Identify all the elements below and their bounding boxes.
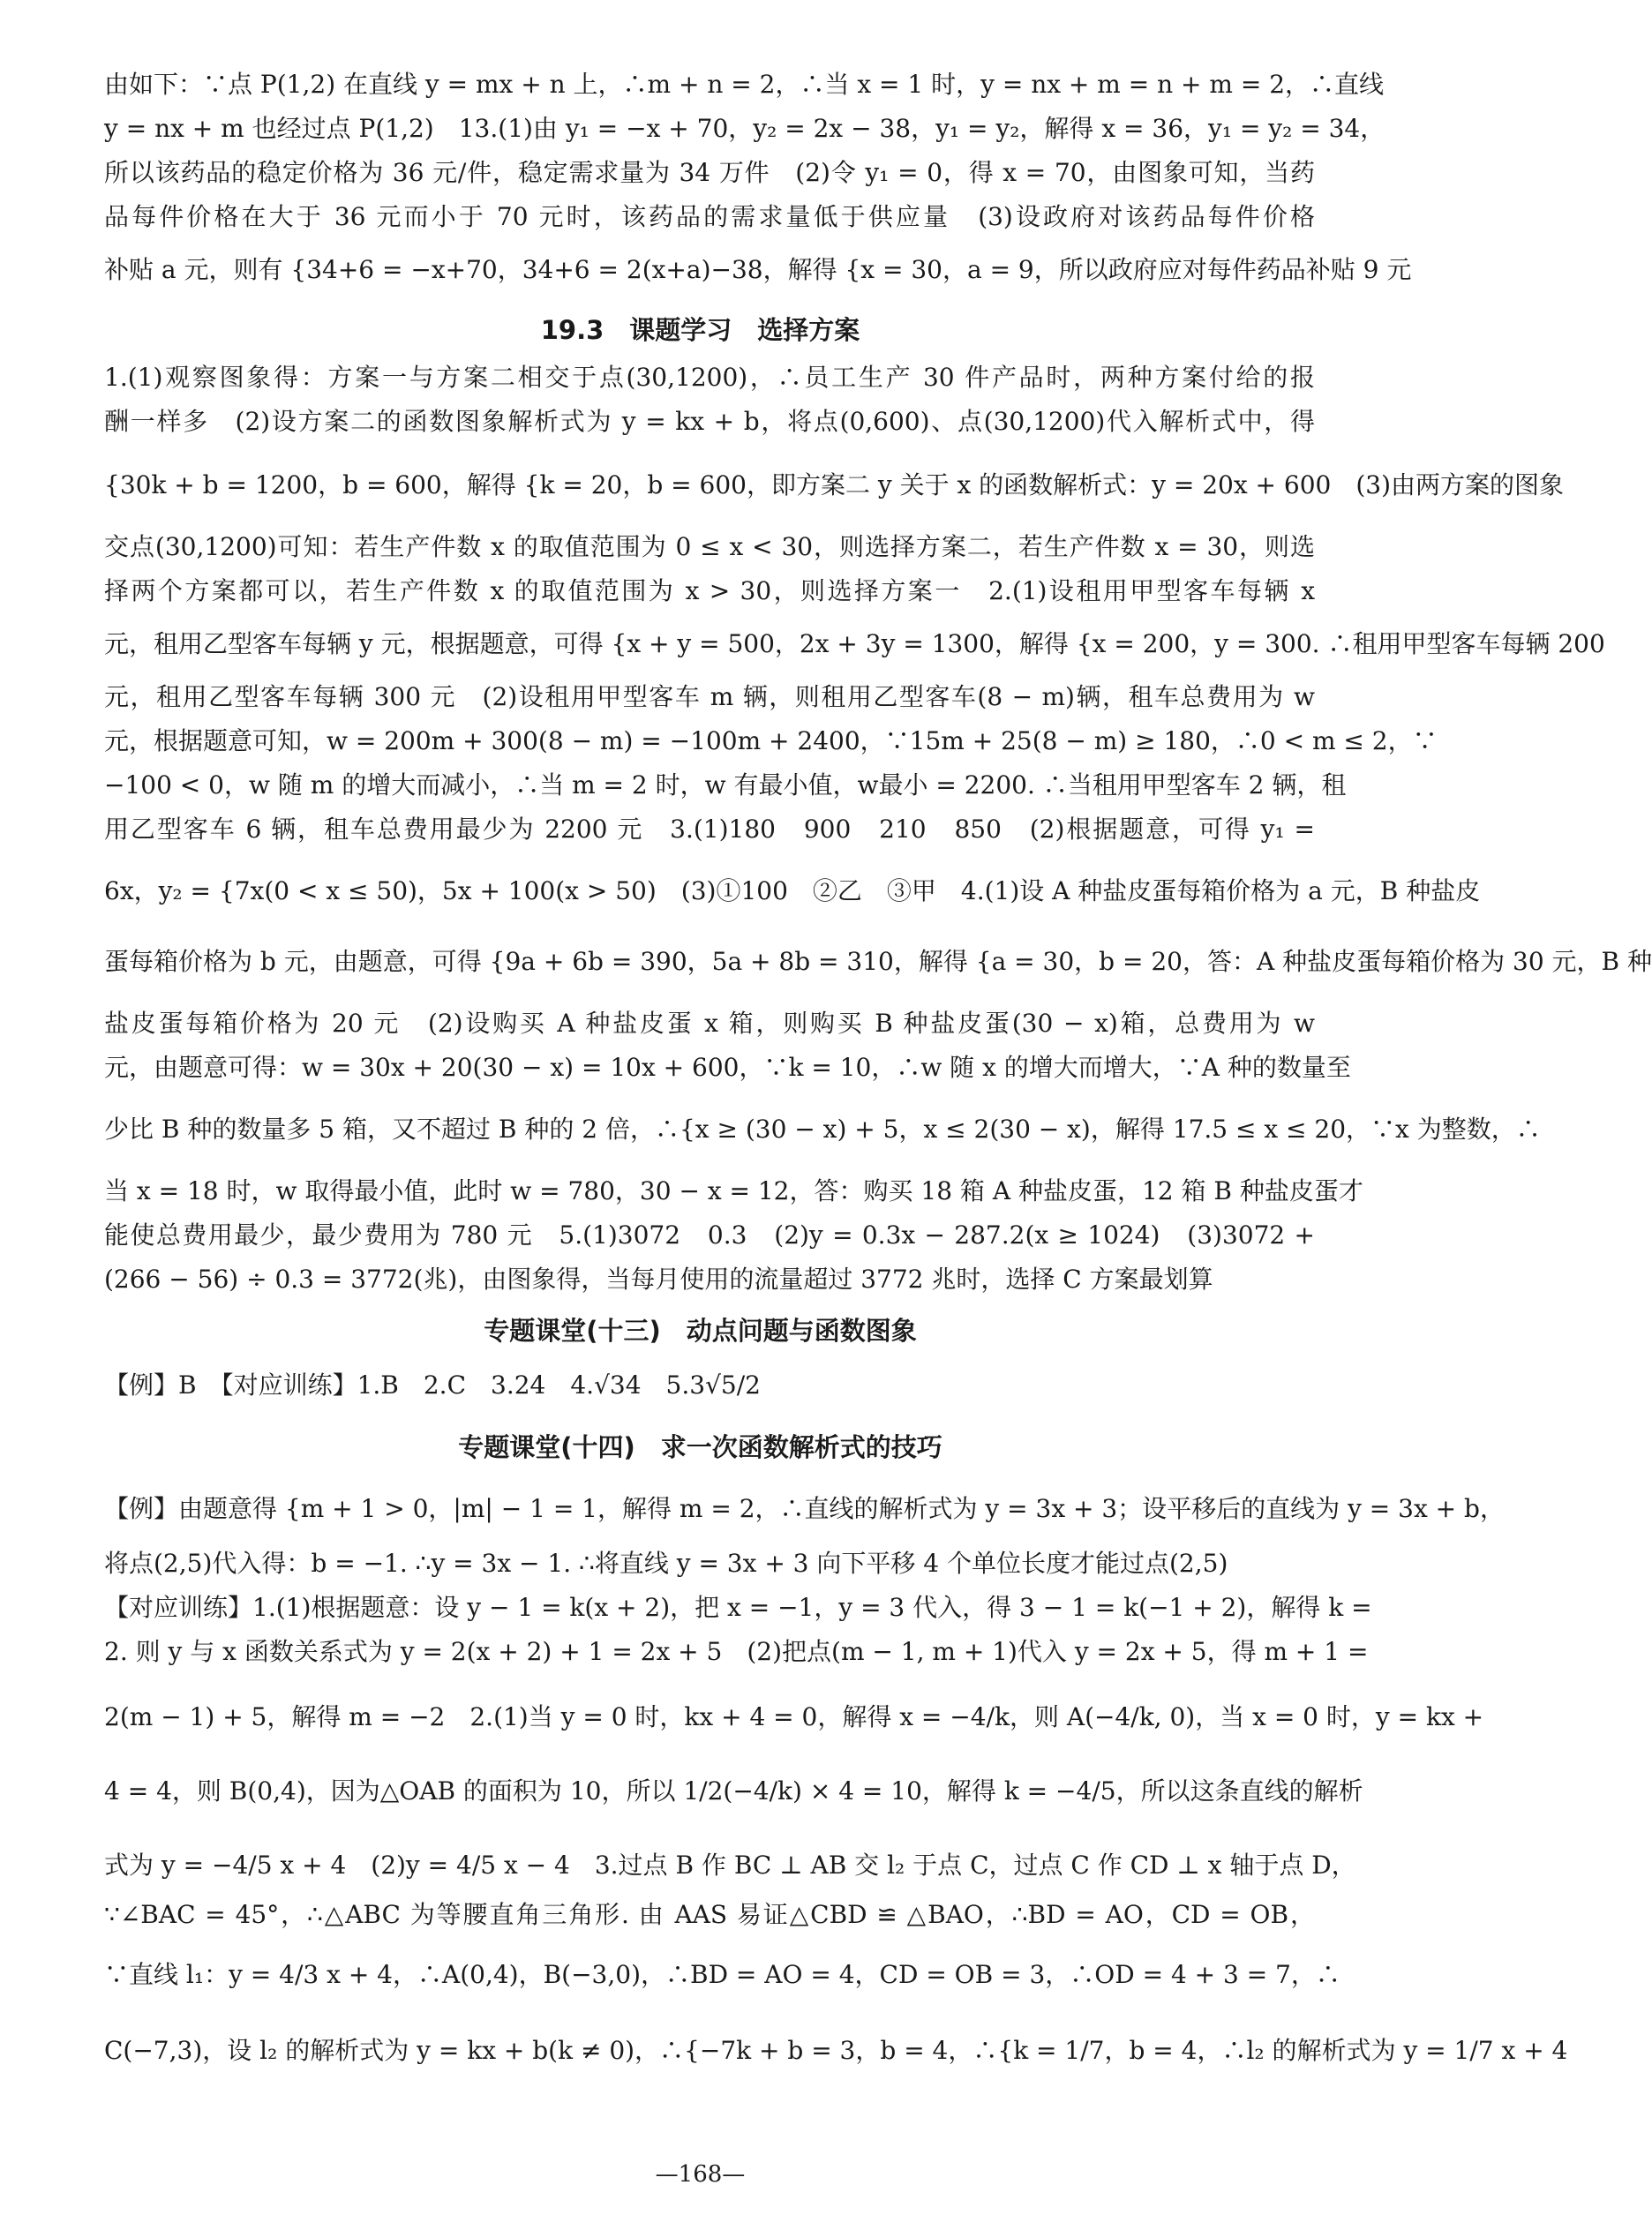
text-line: −100 < 0，w 随 m 的增大而减小，∴当 m = 2 时，w 有最小值，w最小 = 2200. ∴当租用甲型客车 2 辆，租	[104, 770, 1347, 800]
section-heading: 专题课堂(十四) 求一次函数解析式的技巧	[458, 1432, 942, 1462]
page-number: —168—	[655, 2161, 746, 2188]
text-line: 择两个方案都可以，若生产件数 x 的取值范围为 x > 30，则选择方案一 2.(1)设租用甲型客车每辆 x	[104, 576, 1315, 605]
text-line: 酬一样多 (2)设方案二的函数图象解析式为 y = kx + b，将点(0,600)、点(30,1200)代入解析式中，得	[104, 407, 1315, 436]
text-line: 【例】B 【对应训练】1.B 2.C 3.24 4.√34 5.3√5/2	[104, 1370, 761, 1400]
text-line: 6x，y₂ = {7x(0 < x ≤ 50)，5x + 100(x > 50) (3)①100 ②乙 ③甲 4.(1)设 A 种盐皮蛋每箱价格为 a 元，B 种盐皮	[104, 876, 1481, 905]
text-line: {30k + b = 1200，b = 600，解得 {k = 20，b = 600，即方案二 y 关于 x 的函数解析式：y = 20x + 600 (3)由两方案的图象	[104, 470, 1565, 499]
text-line: 【对应训练】1.(1)根据题意：设 y − 1 = k(x + 2)，把 x = −1，y = 3 代入，得 3 − 1 = k(−1 + 2)，解得 k =	[104, 1593, 1372, 1622]
text-line: 2(m − 1) + 5，解得 m = −2 2.(1)当 y = 0 时，kx + 4 = 0，解得 x = −4/k，则 A(−4/k, 0)，当 x = 0 时，y = kx +	[104, 1702, 1484, 1731]
text-line: 当 x = 18 时，w 取得最小值，此时 w = 780，30 − x = 12，答：购买 18 箱 A 种盐皮蛋，12 箱 B 种盐皮蛋才	[104, 1176, 1363, 1205]
text-line: 品每件价格在大于 36 元而小于 70 元时，该药品的需求量低于供应量 (3)设政府对该药品每件价格	[104, 202, 1315, 231]
text-line: 蛋每箱价格为 b 元，由题意，可得 {9a + 6b = 390，5a + 8b = 310，解得 {a = 30，b = 20，答：A 种盐皮蛋每箱价格为 30 元，B 种	[104, 947, 1652, 976]
text-line: 元，租用乙型客车每辆 300 元 (2)设租用甲型客车 m 辆，则租用乙型客车(8 − m)辆，租车总费用为 w	[104, 682, 1315, 711]
text-line: 【例】由题意得 {m + 1 > 0，|m| − 1 = 1，解得 m = 2，∴直线的解析式为 y = 3x + 3；设平移后的直线为 y = 3x + b，	[104, 1494, 1505, 1523]
text-line: 元，根据题意可知，w = 200m + 300(8 − m) = −100m + 2400，∵15m + 25(8 − m) ≥ 180，∴0 < m ≤ 2，∵	[104, 726, 1438, 755]
text-line: 盐皮蛋每箱价格为 20 元 (2)设购买 A 种盐皮蛋 x 箱，则购买 B 种盐皮蛋(30 − x)箱，总费用为 w	[104, 1009, 1315, 1038]
section-heading: 专题课堂(十三) 动点问题与函数图象	[484, 1316, 917, 1346]
text-line: 元，租用乙型客车每辆 y 元，根据题意，可得 {x + y = 500，2x + 3y = 1300，解得 {x = 200，y = 300. ∴租用甲型客车每辆 200	[104, 629, 1605, 658]
text-line: ∵直线 l₁：y = 4/3 x + 4，∴A(0,4)，B(−3,0)，∴BD = AO = 4，CD = OB = 3，∴OD = 4 + 3 = 7，∴	[104, 1960, 1340, 1989]
text-line: 元，由题意可得：w = 30x + 20(30 − x) = 10x + 600，∵k = 10，∴w 随 x 的增大而增大，∵A 种的数量至	[104, 1053, 1351, 1082]
text-line: ∵∠BAC = 45°，∴△ABC 为等腰直角三角形. 由 AAS 易证△CBD ≌ △BAO，∴BD = AO，CD = OB，	[104, 1900, 1315, 1929]
text-line: y = nx + m 也经过点 P(1,2) 13.(1)由 y₁ = −x + 70，y₂ = 2x − 38，y₁ = y₂，解得 x = 36，y₁ = y₂ = 34，	[104, 114, 1385, 143]
text-line: 式为 y = −4/5 x + 4 (2)y = 4/5 x − 4 3.过点 B 作 BC ⊥ AB 交 l₂ 于点 C，过点 C 作 CD ⊥ x 轴于点 D，	[104, 1851, 1356, 1880]
text-line: 交点(30,1200)可知：若生产件数 x 的取值范围为 0 ≤ x < 30，则选择方案二，若生产件数 x = 30，则选	[104, 532, 1315, 561]
section-heading: 19.3 课题学习 选择方案	[540, 315, 860, 345]
text-line: 能使总费用最少，最少费用为 780 元 5.(1)3072 0.3 (2)y = 0.3x − 287.2(x ≥ 1024) (3)3072 +	[104, 1220, 1315, 1250]
text-line: 1.(1)观察图象得：方案一与方案二相交于点(30,1200)，∴员工生产 30 件产品时，两种方案付给的报	[104, 363, 1315, 392]
text-line: 少比 B 种的数量多 5 箱，又不超过 B 种的 2 倍，∴{x ≥ (30 − x) + 5，x ≤ 2(30 − x)，解得 17.5 ≤ x ≤ 20，∵x 为整数，∴	[104, 1115, 1541, 1144]
text-line: 用乙型客车 6 辆，租车总费用最少为 2200 元 3.(1)180 900 210 850 (2)根据题意，可得 y₁ =	[104, 815, 1315, 844]
text-line: 补贴 a 元，则有 {34+6 = −x+70，34+6 = 2(x+a)−38，解得 {x = 30，a = 9，所以政府应对每件药品补贴 9 元	[104, 255, 1412, 284]
text-line: 2. 则 y 与 x 函数关系式为 y = 2(x + 2) + 1 = 2x + 5 (2)把点(m − 1, m + 1)代入 y = 2x + 5，得 m + 1 =	[104, 1637, 1369, 1666]
text-line: 4 = 4，则 B(0,4)，因为△OAB 的面积为 10，所以 1/2(−4/k) × 4 = 10，解得 k = −4/5，所以这条直线的解析	[104, 1776, 1363, 1806]
text-line: 将点(2,5)代入得：b = −1. ∴y = 3x − 1. ∴将直线 y = 3x + 3 向下平移 4 个单位长度才能过点(2,5)	[104, 1549, 1228, 1578]
text-line: (266 − 56) ÷ 0.3 = 3772(兆)，由图象得，当每月使用的流量超过 3772 兆时，选择 C 方案最划算	[104, 1265, 1213, 1294]
text-line: C(−7,3)，设 l₂ 的解析式为 y = kx + b(k ≠ 0)，∴{−7k + b = 3，b = 4，∴{k = 1/7，b = 4，∴l₂ 的解析式为 y = 1/7 x + 4	[104, 2036, 1568, 2065]
text-line: 由如下：∵点 P(1,2) 在直线 y = mx + n 上，∴m + n = 2，∴当 x = 1 时，y = nx + m = n + m = 2，∴直线	[104, 70, 1385, 99]
text-line: 所以该药品的稳定价格为 36 元/件，稳定需求量为 34 万件 (2)令 y₁ = 0，得 x = 70，由图象可知，当药	[104, 158, 1315, 187]
